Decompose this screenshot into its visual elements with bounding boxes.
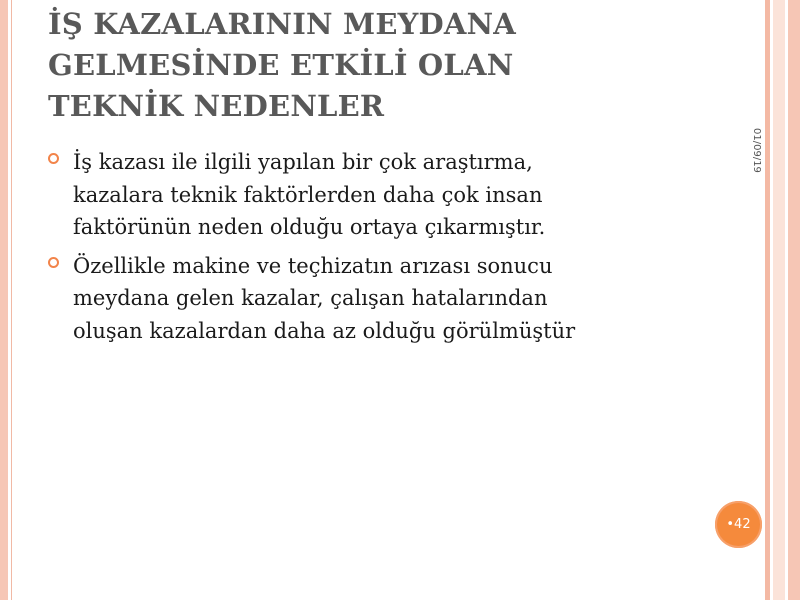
bullet-text-line: İş kazası ile ilgili yapılan bir çok araştırma, — [73, 150, 533, 174]
page-number: •42 — [726, 517, 751, 532]
right-decorative-stripe — [788, 0, 800, 600]
circle-bullet-icon — [48, 153, 59, 164]
slide-title-line: İŞ KAZALARININ MEYDANA — [48, 7, 517, 41]
left-decorative-line — [11, 0, 12, 600]
page-number-badge — [715, 501, 762, 548]
circle-bullet-icon — [48, 257, 59, 268]
bullet-text-line: faktörünün neden olduğu ortaya çıkarmıştır. — [73, 215, 546, 239]
right-decorative-stripe — [765, 0, 770, 600]
slide-title — [48, 4, 728, 127]
bullet-list — [48, 146, 728, 353]
left-decorative-border — [0, 0, 8, 600]
bullet-text-line: meydana gelen kazalar, çalışan hatalarından — [73, 286, 548, 310]
bullet-text-line: oluşan kazalardan daha az olduğu görülmüştür — [73, 318, 576, 343]
bullet-text-line: Özellikle makine ve teçhizatın arızası sonucu — [73, 253, 553, 278]
bullet-item — [48, 146, 728, 244]
slide-date: 01/09/19 — [751, 128, 762, 173]
bullet-item — [48, 250, 728, 348]
slide-title-line: TEKNİK NEDENLER — [48, 89, 385, 123]
slide-title-line: GELMESİNDE ETKİLİ OLAN — [48, 48, 514, 82]
right-decorative-stripe — [773, 0, 785, 600]
bullet-text-line: kazalara teknik faktörlerden daha çok insan — [73, 182, 543, 207]
